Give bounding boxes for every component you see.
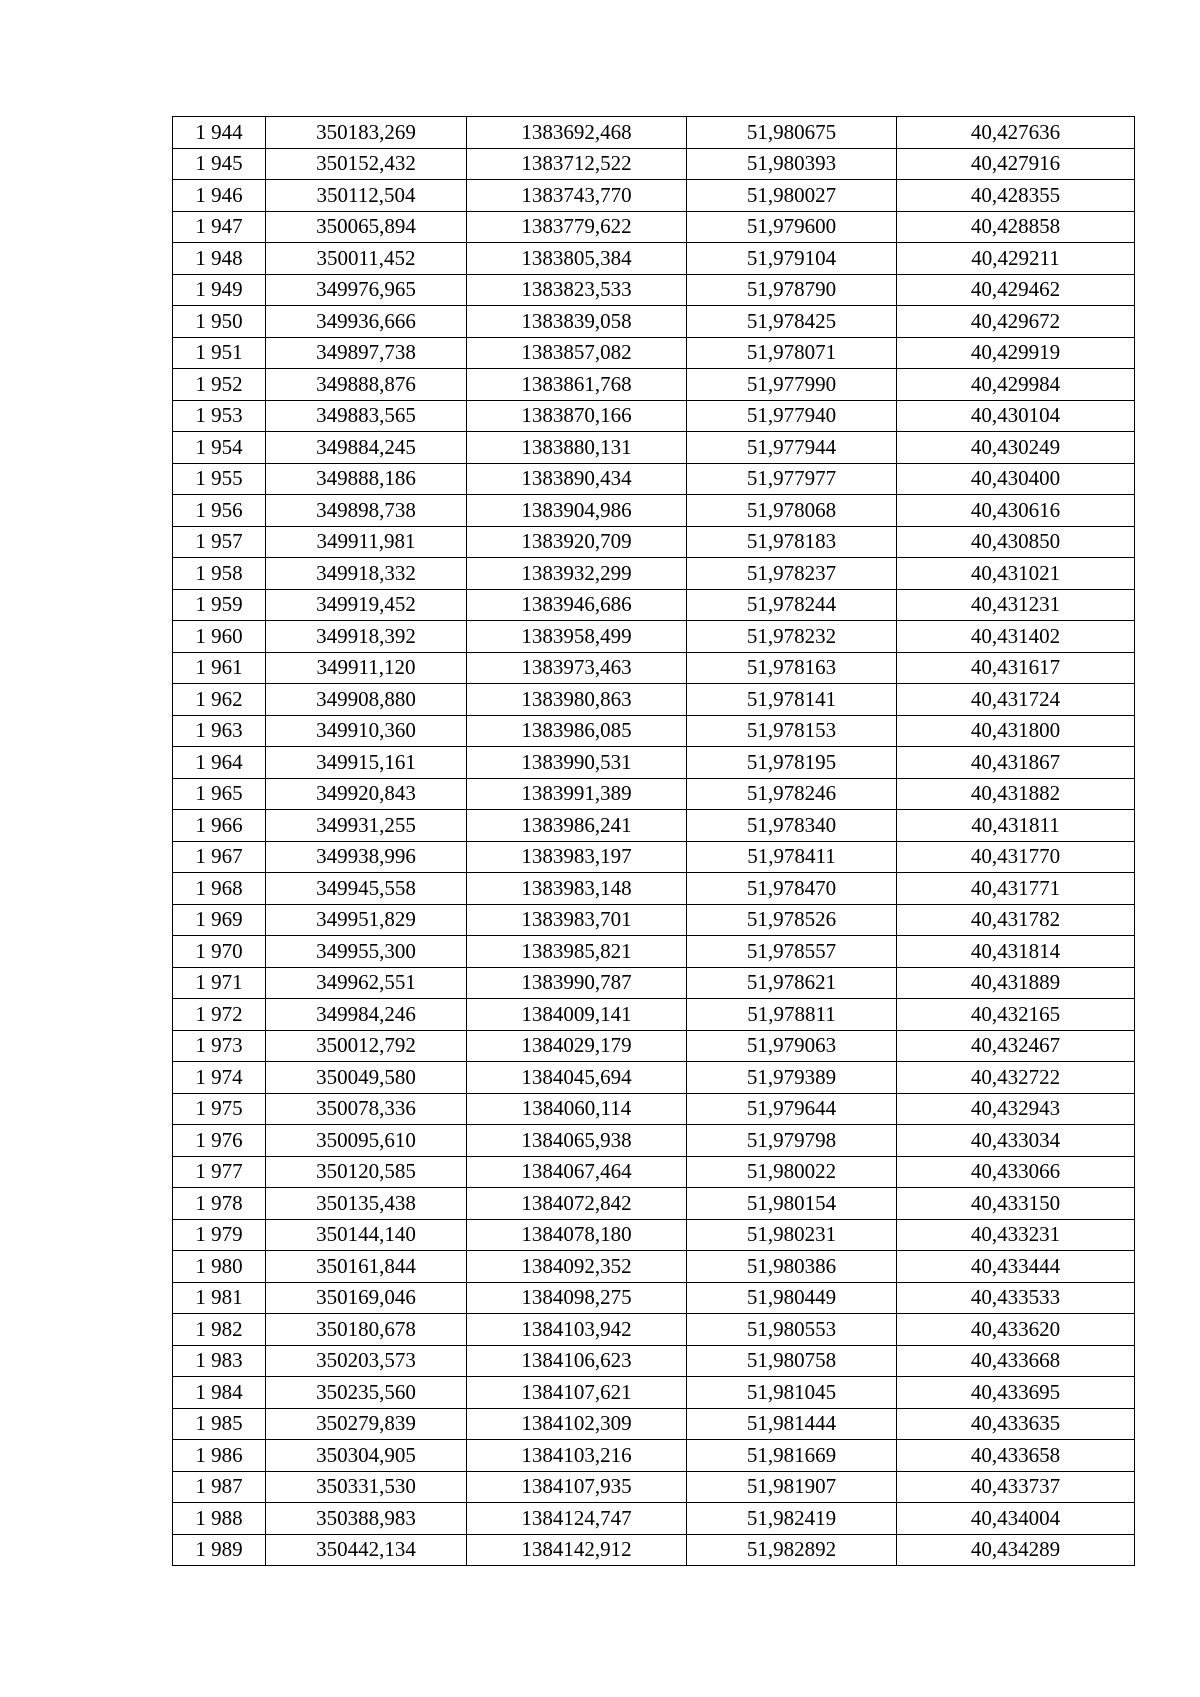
table-row (173, 1471, 1135, 1503)
latitude-cell: 51,977944 (687, 432, 897, 464)
point-number-cell: 1 982 (173, 1314, 266, 1346)
y-coordinate-cell: 1383712,522 (467, 148, 687, 180)
table-row (173, 715, 1135, 747)
latitude-cell: 51,977977 (687, 463, 897, 495)
latitude-cell: 51,982419 (687, 1503, 897, 1535)
x-coordinate-cell: 349920,843 (266, 778, 467, 810)
point-number-cell: 1 977 (173, 1156, 266, 1188)
x-coordinate-cell: 349884,245 (266, 432, 467, 464)
table-row (173, 873, 1135, 905)
longitude-cell: 40,431770 (897, 841, 1135, 873)
y-coordinate-cell: 1383857,082 (467, 337, 687, 369)
point-number-cell: 1 962 (173, 684, 266, 716)
table-row (173, 1219, 1135, 1251)
table-row (173, 652, 1135, 684)
point-number-cell: 1 954 (173, 432, 266, 464)
y-coordinate-cell: 1383986,085 (467, 715, 687, 747)
table-row (173, 684, 1135, 716)
y-coordinate-cell: 1383985,821 (467, 936, 687, 968)
table-row (173, 1062, 1135, 1094)
x-coordinate-cell: 350304,905 (266, 1440, 467, 1472)
point-number-cell: 1 978 (173, 1188, 266, 1220)
x-coordinate-cell: 350135,438 (266, 1188, 467, 1220)
table-row (173, 1440, 1135, 1472)
y-coordinate-cell: 1383870,166 (467, 400, 687, 432)
y-coordinate-cell: 1383692,468 (467, 117, 687, 149)
longitude-cell: 40,431231 (897, 589, 1135, 621)
point-number-cell: 1 968 (173, 873, 266, 905)
longitude-cell: 40,433066 (897, 1156, 1135, 1188)
y-coordinate-cell: 1383958,499 (467, 621, 687, 653)
point-number-cell: 1 989 (173, 1534, 266, 1566)
longitude-cell: 40,431782 (897, 904, 1135, 936)
point-number-cell: 1 953 (173, 400, 266, 432)
latitude-cell: 51,979798 (687, 1125, 897, 1157)
point-number-cell: 1 988 (173, 1503, 266, 1535)
table-row (173, 1408, 1135, 1440)
y-coordinate-cell: 1383839,058 (467, 306, 687, 338)
table-row (173, 589, 1135, 621)
latitude-cell: 51,978470 (687, 873, 897, 905)
table-row (173, 117, 1135, 149)
latitude-cell: 51,978790 (687, 274, 897, 306)
y-coordinate-cell: 1383932,299 (467, 558, 687, 590)
y-coordinate-cell: 1384009,141 (467, 999, 687, 1031)
y-coordinate-cell: 1384142,912 (467, 1534, 687, 1566)
latitude-cell: 51,978141 (687, 684, 897, 716)
y-coordinate-cell: 1383880,131 (467, 432, 687, 464)
longitude-cell: 40,433231 (897, 1219, 1135, 1251)
y-coordinate-cell: 1384078,180 (467, 1219, 687, 1251)
x-coordinate-cell: 350012,792 (266, 1030, 467, 1062)
longitude-cell: 40,433737 (897, 1471, 1135, 1503)
table-row (173, 778, 1135, 810)
point-number-cell: 1 947 (173, 211, 266, 243)
longitude-cell: 40,429462 (897, 274, 1135, 306)
table-row (173, 747, 1135, 779)
y-coordinate-cell: 1383823,533 (467, 274, 687, 306)
table-row (173, 526, 1135, 558)
longitude-cell: 40,429919 (897, 337, 1135, 369)
longitude-cell: 40,433620 (897, 1314, 1135, 1346)
longitude-cell: 40,431800 (897, 715, 1135, 747)
table-row (173, 463, 1135, 495)
table-row (173, 369, 1135, 401)
x-coordinate-cell: 349931,255 (266, 810, 467, 842)
x-coordinate-cell: 349951,829 (266, 904, 467, 936)
x-coordinate-cell: 349976,965 (266, 274, 467, 306)
y-coordinate-cell: 1383983,148 (467, 873, 687, 905)
y-coordinate-cell: 1384106,623 (467, 1345, 687, 1377)
table-row (173, 1345, 1135, 1377)
y-coordinate-cell: 1383983,701 (467, 904, 687, 936)
longitude-cell: 40,431724 (897, 684, 1135, 716)
y-coordinate-cell: 1383743,770 (467, 180, 687, 212)
latitude-cell: 51,978526 (687, 904, 897, 936)
latitude-cell: 51,979063 (687, 1030, 897, 1062)
y-coordinate-cell: 1384102,309 (467, 1408, 687, 1440)
y-coordinate-cell: 1384103,942 (467, 1314, 687, 1346)
table-row (173, 211, 1135, 243)
point-number-cell: 1 951 (173, 337, 266, 369)
y-coordinate-cell: 1383991,389 (467, 778, 687, 810)
latitude-cell: 51,980449 (687, 1282, 897, 1314)
longitude-cell: 40,431021 (897, 558, 1135, 590)
latitude-cell: 51,980154 (687, 1188, 897, 1220)
latitude-cell: 51,980231 (687, 1219, 897, 1251)
table-row (173, 558, 1135, 590)
longitude-cell: 40,432467 (897, 1030, 1135, 1062)
point-number-cell: 1 971 (173, 967, 266, 999)
latitude-cell: 51,978811 (687, 999, 897, 1031)
table-row (173, 1188, 1135, 1220)
latitude-cell: 51,978425 (687, 306, 897, 338)
point-number-cell: 1 944 (173, 117, 266, 149)
point-number-cell: 1 957 (173, 526, 266, 558)
latitude-cell: 51,978557 (687, 936, 897, 968)
point-number-cell: 1 969 (173, 904, 266, 936)
y-coordinate-cell: 1384072,842 (467, 1188, 687, 1220)
y-coordinate-cell: 1384124,747 (467, 1503, 687, 1535)
latitude-cell: 51,980393 (687, 148, 897, 180)
x-coordinate-cell: 350279,839 (266, 1408, 467, 1440)
longitude-cell: 40,430850 (897, 526, 1135, 558)
latitude-cell: 51,978411 (687, 841, 897, 873)
table-row (173, 337, 1135, 369)
longitude-cell: 40,430616 (897, 495, 1135, 527)
y-coordinate-cell: 1383779,622 (467, 211, 687, 243)
x-coordinate-cell: 350442,134 (266, 1534, 467, 1566)
y-coordinate-cell: 1383805,384 (467, 243, 687, 275)
latitude-cell: 51,978183 (687, 526, 897, 558)
table-row (173, 1093, 1135, 1125)
x-coordinate-cell: 349888,876 (266, 369, 467, 401)
x-coordinate-cell: 349955,300 (266, 936, 467, 968)
x-coordinate-cell: 349897,738 (266, 337, 467, 369)
point-number-cell: 1 970 (173, 936, 266, 968)
point-number-cell: 1 976 (173, 1125, 266, 1157)
longitude-cell: 40,431882 (897, 778, 1135, 810)
latitude-cell: 51,980027 (687, 180, 897, 212)
longitude-cell: 40,430249 (897, 432, 1135, 464)
table-row (173, 936, 1135, 968)
latitude-cell: 51,981669 (687, 1440, 897, 1472)
y-coordinate-cell: 1384045,694 (467, 1062, 687, 1094)
x-coordinate-cell: 350169,046 (266, 1282, 467, 1314)
longitude-cell: 40,431617 (897, 652, 1135, 684)
table-row (173, 243, 1135, 275)
latitude-cell: 51,978246 (687, 778, 897, 810)
y-coordinate-cell: 1383946,686 (467, 589, 687, 621)
x-coordinate-cell: 350331,530 (266, 1471, 467, 1503)
longitude-cell: 40,429984 (897, 369, 1135, 401)
table-row (173, 274, 1135, 306)
longitude-cell: 40,431402 (897, 621, 1135, 653)
point-number-cell: 1 950 (173, 306, 266, 338)
longitude-cell: 40,430400 (897, 463, 1135, 495)
x-coordinate-cell: 349908,880 (266, 684, 467, 716)
y-coordinate-cell: 1383990,531 (467, 747, 687, 779)
x-coordinate-cell: 349936,666 (266, 306, 467, 338)
point-number-cell: 1 946 (173, 180, 266, 212)
longitude-cell: 40,434004 (897, 1503, 1135, 1535)
longitude-cell: 40,433444 (897, 1251, 1135, 1283)
longitude-cell: 40,433034 (897, 1125, 1135, 1157)
longitude-cell: 40,432722 (897, 1062, 1135, 1094)
longitude-cell: 40,434289 (897, 1534, 1135, 1566)
longitude-cell: 40,433635 (897, 1408, 1135, 1440)
y-coordinate-cell: 1383890,434 (467, 463, 687, 495)
table-row (173, 180, 1135, 212)
y-coordinate-cell: 1383904,986 (467, 495, 687, 527)
latitude-cell: 51,977990 (687, 369, 897, 401)
x-coordinate-cell: 350065,894 (266, 211, 467, 243)
x-coordinate-cell: 349918,332 (266, 558, 467, 590)
latitude-cell: 51,980553 (687, 1314, 897, 1346)
point-number-cell: 1 985 (173, 1408, 266, 1440)
x-coordinate-cell: 350152,432 (266, 148, 467, 180)
longitude-cell: 40,429211 (897, 243, 1135, 275)
point-number-cell: 1 981 (173, 1282, 266, 1314)
point-number-cell: 1 963 (173, 715, 266, 747)
point-number-cell: 1 956 (173, 495, 266, 527)
x-coordinate-cell: 349938,996 (266, 841, 467, 873)
table-row (173, 1282, 1135, 1314)
latitude-cell: 51,981907 (687, 1471, 897, 1503)
y-coordinate-cell: 1384107,621 (467, 1377, 687, 1409)
y-coordinate-cell: 1383920,709 (467, 526, 687, 558)
point-number-cell: 1 948 (173, 243, 266, 275)
longitude-cell: 40,431814 (897, 936, 1135, 968)
table-row (173, 904, 1135, 936)
x-coordinate-cell: 350112,504 (266, 180, 467, 212)
longitude-cell: 40,433658 (897, 1440, 1135, 1472)
longitude-cell: 40,431771 (897, 873, 1135, 905)
x-coordinate-cell: 350161,844 (266, 1251, 467, 1283)
x-coordinate-cell: 350011,452 (266, 243, 467, 275)
x-coordinate-cell: 350235,560 (266, 1377, 467, 1409)
x-coordinate-cell: 349898,738 (266, 495, 467, 527)
latitude-cell: 51,982892 (687, 1534, 897, 1566)
latitude-cell: 51,978195 (687, 747, 897, 779)
point-number-cell: 1 959 (173, 589, 266, 621)
x-coordinate-cell: 350095,610 (266, 1125, 467, 1157)
point-number-cell: 1 979 (173, 1219, 266, 1251)
x-coordinate-cell: 350120,585 (266, 1156, 467, 1188)
point-number-cell: 1 952 (173, 369, 266, 401)
x-coordinate-cell: 350180,678 (266, 1314, 467, 1346)
point-number-cell: 1 984 (173, 1377, 266, 1409)
latitude-cell: 51,980758 (687, 1345, 897, 1377)
x-coordinate-cell: 349915,161 (266, 747, 467, 779)
y-coordinate-cell: 1383861,768 (467, 369, 687, 401)
y-coordinate-cell: 1384060,114 (467, 1093, 687, 1125)
x-coordinate-cell: 349945,558 (266, 873, 467, 905)
table-row (173, 1125, 1135, 1157)
y-coordinate-cell: 1384098,275 (467, 1282, 687, 1314)
table-row (173, 1503, 1135, 1535)
table-row (173, 1314, 1135, 1346)
latitude-cell: 51,978163 (687, 652, 897, 684)
longitude-cell: 40,432165 (897, 999, 1135, 1031)
y-coordinate-cell: 1384029,179 (467, 1030, 687, 1062)
table-row (173, 1030, 1135, 1062)
latitude-cell: 51,979600 (687, 211, 897, 243)
y-coordinate-cell: 1383983,197 (467, 841, 687, 873)
table-row (173, 306, 1135, 338)
table-row (173, 400, 1135, 432)
point-number-cell: 1 966 (173, 810, 266, 842)
point-number-cell: 1 987 (173, 1471, 266, 1503)
longitude-cell: 40,431811 (897, 810, 1135, 842)
longitude-cell: 40,431889 (897, 967, 1135, 999)
coordinates-table-body (173, 117, 1135, 1566)
latitude-cell: 51,978071 (687, 337, 897, 369)
x-coordinate-cell: 350183,269 (266, 117, 467, 149)
point-number-cell: 1 980 (173, 1251, 266, 1283)
table-row (173, 967, 1135, 999)
table-row (173, 999, 1135, 1031)
point-number-cell: 1 958 (173, 558, 266, 590)
point-number-cell: 1 975 (173, 1093, 266, 1125)
x-coordinate-cell: 349883,565 (266, 400, 467, 432)
latitude-cell: 51,979389 (687, 1062, 897, 1094)
table-row (173, 1156, 1135, 1188)
longitude-cell: 40,427636 (897, 117, 1135, 149)
point-number-cell: 1 964 (173, 747, 266, 779)
table-row (173, 495, 1135, 527)
x-coordinate-cell: 349911,981 (266, 526, 467, 558)
longitude-cell: 40,429672 (897, 306, 1135, 338)
point-number-cell: 1 967 (173, 841, 266, 873)
table-row (173, 1251, 1135, 1283)
y-coordinate-cell: 1384067,464 (467, 1156, 687, 1188)
table-row (173, 621, 1135, 653)
x-coordinate-cell: 350049,580 (266, 1062, 467, 1094)
latitude-cell: 51,978068 (687, 495, 897, 527)
longitude-cell: 40,428355 (897, 180, 1135, 212)
y-coordinate-cell: 1383980,863 (467, 684, 687, 716)
table-row (173, 1377, 1135, 1409)
point-number-cell: 1 986 (173, 1440, 266, 1472)
latitude-cell: 51,978232 (687, 621, 897, 653)
table-row (173, 810, 1135, 842)
latitude-cell: 51,980022 (687, 1156, 897, 1188)
point-number-cell: 1 983 (173, 1345, 266, 1377)
x-coordinate-cell: 350388,983 (266, 1503, 467, 1535)
y-coordinate-cell: 1383986,241 (467, 810, 687, 842)
latitude-cell: 51,978153 (687, 715, 897, 747)
table-row (173, 841, 1135, 873)
point-number-cell: 1 965 (173, 778, 266, 810)
longitude-cell: 40,428858 (897, 211, 1135, 243)
longitude-cell: 40,433695 (897, 1377, 1135, 1409)
y-coordinate-cell: 1384092,352 (467, 1251, 687, 1283)
longitude-cell: 40,430104 (897, 400, 1135, 432)
latitude-cell: 51,981444 (687, 1408, 897, 1440)
latitude-cell: 51,978237 (687, 558, 897, 590)
x-coordinate-cell: 349962,551 (266, 967, 467, 999)
latitude-cell: 51,978621 (687, 967, 897, 999)
table-row (173, 1534, 1135, 1566)
y-coordinate-cell: 1383973,463 (467, 652, 687, 684)
longitude-cell: 40,427916 (897, 148, 1135, 180)
longitude-cell: 40,433150 (897, 1188, 1135, 1220)
latitude-cell: 51,980675 (687, 117, 897, 149)
latitude-cell: 51,980386 (687, 1251, 897, 1283)
point-number-cell: 1 955 (173, 463, 266, 495)
x-coordinate-cell: 350203,573 (266, 1345, 467, 1377)
x-coordinate-cell: 349919,452 (266, 589, 467, 621)
table-row (173, 148, 1135, 180)
x-coordinate-cell: 349888,186 (266, 463, 467, 495)
point-number-cell: 1 949 (173, 274, 266, 306)
latitude-cell: 51,979104 (687, 243, 897, 275)
point-number-cell: 1 972 (173, 999, 266, 1031)
latitude-cell: 51,978244 (687, 589, 897, 621)
x-coordinate-cell: 350144,140 (266, 1219, 467, 1251)
latitude-cell: 51,979644 (687, 1093, 897, 1125)
coordinates-table (172, 116, 1135, 1566)
y-coordinate-cell: 1384107,935 (467, 1471, 687, 1503)
longitude-cell: 40,433668 (897, 1345, 1135, 1377)
longitude-cell: 40,432943 (897, 1093, 1135, 1125)
y-coordinate-cell: 1384065,938 (467, 1125, 687, 1157)
point-number-cell: 1 973 (173, 1030, 266, 1062)
x-coordinate-cell: 349984,246 (266, 999, 467, 1031)
point-number-cell: 1 974 (173, 1062, 266, 1094)
longitude-cell: 40,431867 (897, 747, 1135, 779)
x-coordinate-cell: 350078,336 (266, 1093, 467, 1125)
x-coordinate-cell: 349910,360 (266, 715, 467, 747)
longitude-cell: 40,433533 (897, 1282, 1135, 1314)
point-number-cell: 1 960 (173, 621, 266, 653)
y-coordinate-cell: 1384103,216 (467, 1440, 687, 1472)
x-coordinate-cell: 349911,120 (266, 652, 467, 684)
latitude-cell: 51,978340 (687, 810, 897, 842)
x-coordinate-cell: 349918,392 (266, 621, 467, 653)
latitude-cell: 51,981045 (687, 1377, 897, 1409)
latitude-cell: 51,977940 (687, 400, 897, 432)
y-coordinate-cell: 1383990,787 (467, 967, 687, 999)
table-row (173, 432, 1135, 464)
point-number-cell: 1 945 (173, 148, 266, 180)
point-number-cell: 1 961 (173, 652, 266, 684)
